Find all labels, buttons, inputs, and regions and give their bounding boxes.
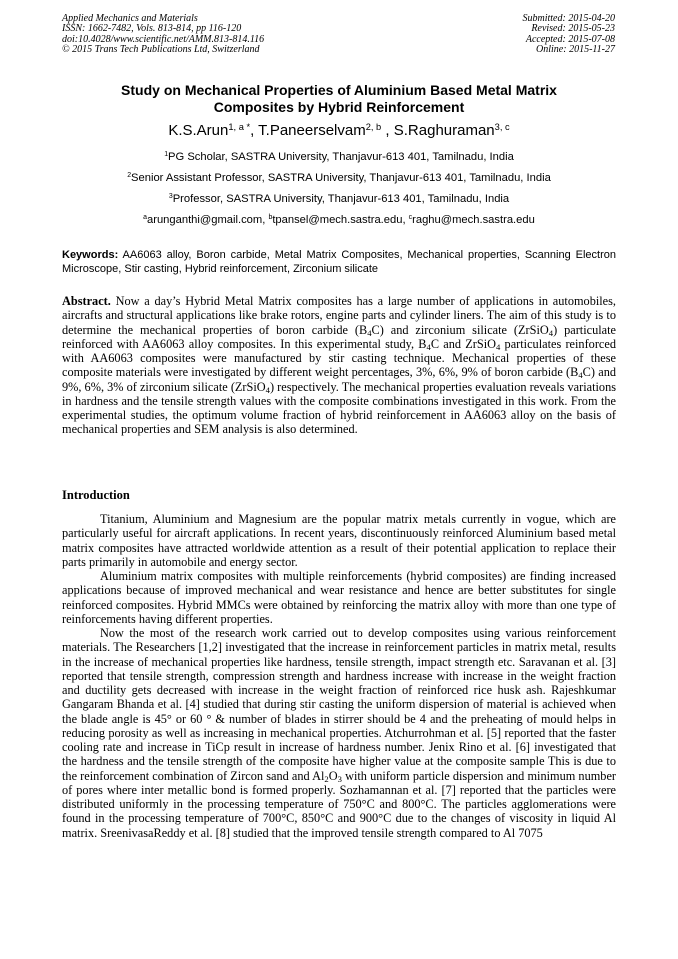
affiliation-marker: 2: [127, 172, 132, 180]
keywords: [62, 249, 616, 276]
email-link[interactable]: arunganthi@gmail.com,: [147, 214, 269, 226]
paper-title-line: Composites by Hybrid Reinforcement: [213, 99, 465, 115]
subscript: 4: [265, 384, 270, 395]
online-date: Online: 2015-11-27: [536, 44, 615, 56]
subscript: 4: [548, 327, 554, 338]
accepted-date: Accepted: 2015-07-08: [525, 33, 615, 45]
email-link[interactable]: raghu@mech.sastra.edu: [412, 214, 535, 226]
author-name: T.Paneerselvam: [258, 122, 366, 139]
journal-name: Applied Mechanics and Materials: [62, 13, 198, 24]
affiliation-marker: 1: [164, 151, 169, 159]
subscript: 4: [426, 341, 431, 352]
email-list: [0, 213, 678, 227]
abstract-text: C) and 9%, 6%, 3% of zirconium silicate (ZrSiO: [62, 365, 616, 394]
author-marker: 2, b: [365, 121, 382, 132]
submission-dates: [523, 14, 616, 56]
revised-date: Revised: 2015-05-23: [531, 23, 615, 35]
subscript: 3: [337, 773, 342, 784]
abstract-text: ) particulate reinforced with AA6063 alloy composites. In this experimental study, B: [62, 322, 616, 351]
paragraph-text: Now the most of the research work carried out to develop composites using various reinforcement materials. The Researchers [1,2] investigated that the increase in reinforcement particles in matrix metal, results in the increase of mechanical properties like hardness, tensile strength, impact strength etc. Saravanan et al. [3] reported that tensile strength, compression strength and hardness increase with increase in the weight fraction and ductility gets decreased with increase in the weight fraction of reinforced rice husk ash. Rajeshkumar Gangaram Bhanda et al. [4] studied that during stir casting the uniform dispersion of material is achieved when the blade angle is 45° or 60 ° & number of blades in stirrer should be 4 and the preheating of mould helps in reducing porosity as well as increasing in mechanical properties. Atchurrohman et al. [5] reported that the faster cooling rate and increase in TiCp result in increase of hardness number. Jenix Rino et al. [6] investigated that the hardness and the tensile strength of the composite have higher value at the composite sample This is due to the reinforcement combination of Zircon sand and Al: [62, 626, 616, 783]
abstract-text: ) respectively. The mechanical properties evaluation reveals variations in hardness and the tensile strength values with the composite combinations investigated in this work. From the experimental studies, the optimum volume fraction of hybrid reinforcement in AA6063 alloy on the basis of mechanical properties and SEM analysis is also determined.: [62, 379, 617, 437]
keywords-label: Keywords:: [62, 249, 119, 261]
paragraph-text: O: [328, 768, 338, 783]
affiliation-marker: 3: [168, 193, 173, 201]
affiliation: [0, 192, 678, 206]
paragraph: Aluminium matrix composites with multiple reinforcements (hybrid composites) are finding increased applications because of improved mechanical and wear resistance and hence are better substitutes for single reinforced composites. Hybrid MMCs were obtained by reinforcing the matrix alloy with more than one type of reinforcements having different properties.: [62, 569, 616, 626]
journal-copyright: © 2015 Trans Tech Publications Ltd, Switzerland: [62, 44, 260, 56]
paragraph: [62, 626, 616, 840]
affiliation: [0, 150, 678, 164]
email-link[interactable]: tpansel@mech.sastra.edu,: [272, 214, 409, 226]
author-name: K.S.Arun: [168, 122, 229, 139]
submitted-date: Submitted: 2015-04-20: [522, 13, 615, 24]
introduction-body: [62, 512, 616, 840]
paragraph: Titanium, Aluminium and Magnesium are the popular matrix metals currently in vogue, which are particularly useful for aircraft applications. In recent years, discontinuously reinforced Aluminium based metal matrix composites have attracted worldwide attention as a result of their potential application to replace their parts primarily in automobile and energy sector.: [62, 512, 616, 569]
author-marker: 3, c: [494, 121, 510, 132]
paragraph-text: with uniform particle dispersion and minimum number of pores where inter metallic bond is formed properly. Sozhamannan et al. [7] reported that the particles were distributed uniformly in the processing temperature of 750°C and 800°C. The particles agglomerations were found in the processing temperature of 700°C, 850°C and 900°C due to the changes of viscosity in liquid Al matrix. SreenivasaReddy et al. [8] studied that the improved tensile strength compared to Al 7075: [62, 768, 616, 840]
paper-title-line: Study on Mechanical Properties of Aluminium Based Metal Matrix: [121, 82, 557, 98]
affiliation-text: Senior Assistant Professor, SASTRA University, Thanjavur-613 401, Tamilnadu, India: [131, 172, 551, 184]
subscript: 2: [324, 773, 329, 784]
journal-doi[interactable]: doi:10.4028/www.scientific.net/AMM.813-814.116: [62, 33, 265, 45]
abstract-text: particulates reinforced with AA6063 composites were manufactured by stir casting technique. Mechanical properties of these composite materials were investigated by different weight percentages, 3%, 6%, 9% of boron carbide (B: [62, 336, 616, 380]
email-marker: b: [268, 214, 273, 222]
abstract-text: C) and zirconium silicate (ZrSiO: [371, 322, 549, 337]
author-name: S.Raghuraman: [393, 122, 495, 139]
email-marker: a: [143, 214, 148, 222]
journal-info: [62, 14, 264, 56]
author-marker: 1, a *: [228, 121, 251, 132]
subscript: 4: [578, 370, 583, 381]
keywords-text: AA6063 alloy, Boron carbide, Metal Matrix Composites, Mechanical properties, Scanning Electron Microscope, Stir casting, Hybrid reinforcement, Zirconium silicate: [62, 249, 616, 275]
abstract-text: Now a day’s Hybrid Metal Matrix composites has a large number of applications in automobiles, aircrafts and structural applications like brake rotors, engine parts and cylinder liners. The aim of this study is to determine the mechanical properties of boron carbide (B: [62, 294, 616, 337]
email-marker: c: [408, 214, 413, 222]
subscript: 4: [496, 341, 501, 352]
abstract: [62, 294, 616, 437]
section-heading: Introduction: [62, 488, 130, 502]
affiliation-text: Professor, SASTRA University, Thanjavur-613 401, Tamilnadu, India: [172, 193, 510, 205]
paper-title: [0, 82, 678, 116]
author-separator: ,: [250, 122, 259, 139]
affiliation: [0, 171, 678, 185]
affiliation-text: PG Scholar, SASTRA University, Thanjavur-613 401, Tamilnadu, India: [168, 151, 514, 163]
author-separator: ,: [381, 122, 394, 139]
journal-issn: ISSN: 1662-7482, Vols. 813-814, pp 116-120: [62, 23, 242, 35]
author-list: [0, 122, 678, 140]
abstract-label: Abstract.: [62, 294, 111, 308]
abstract-text: C and ZrSiO: [430, 336, 496, 351]
subscript: 4: [367, 327, 372, 338]
